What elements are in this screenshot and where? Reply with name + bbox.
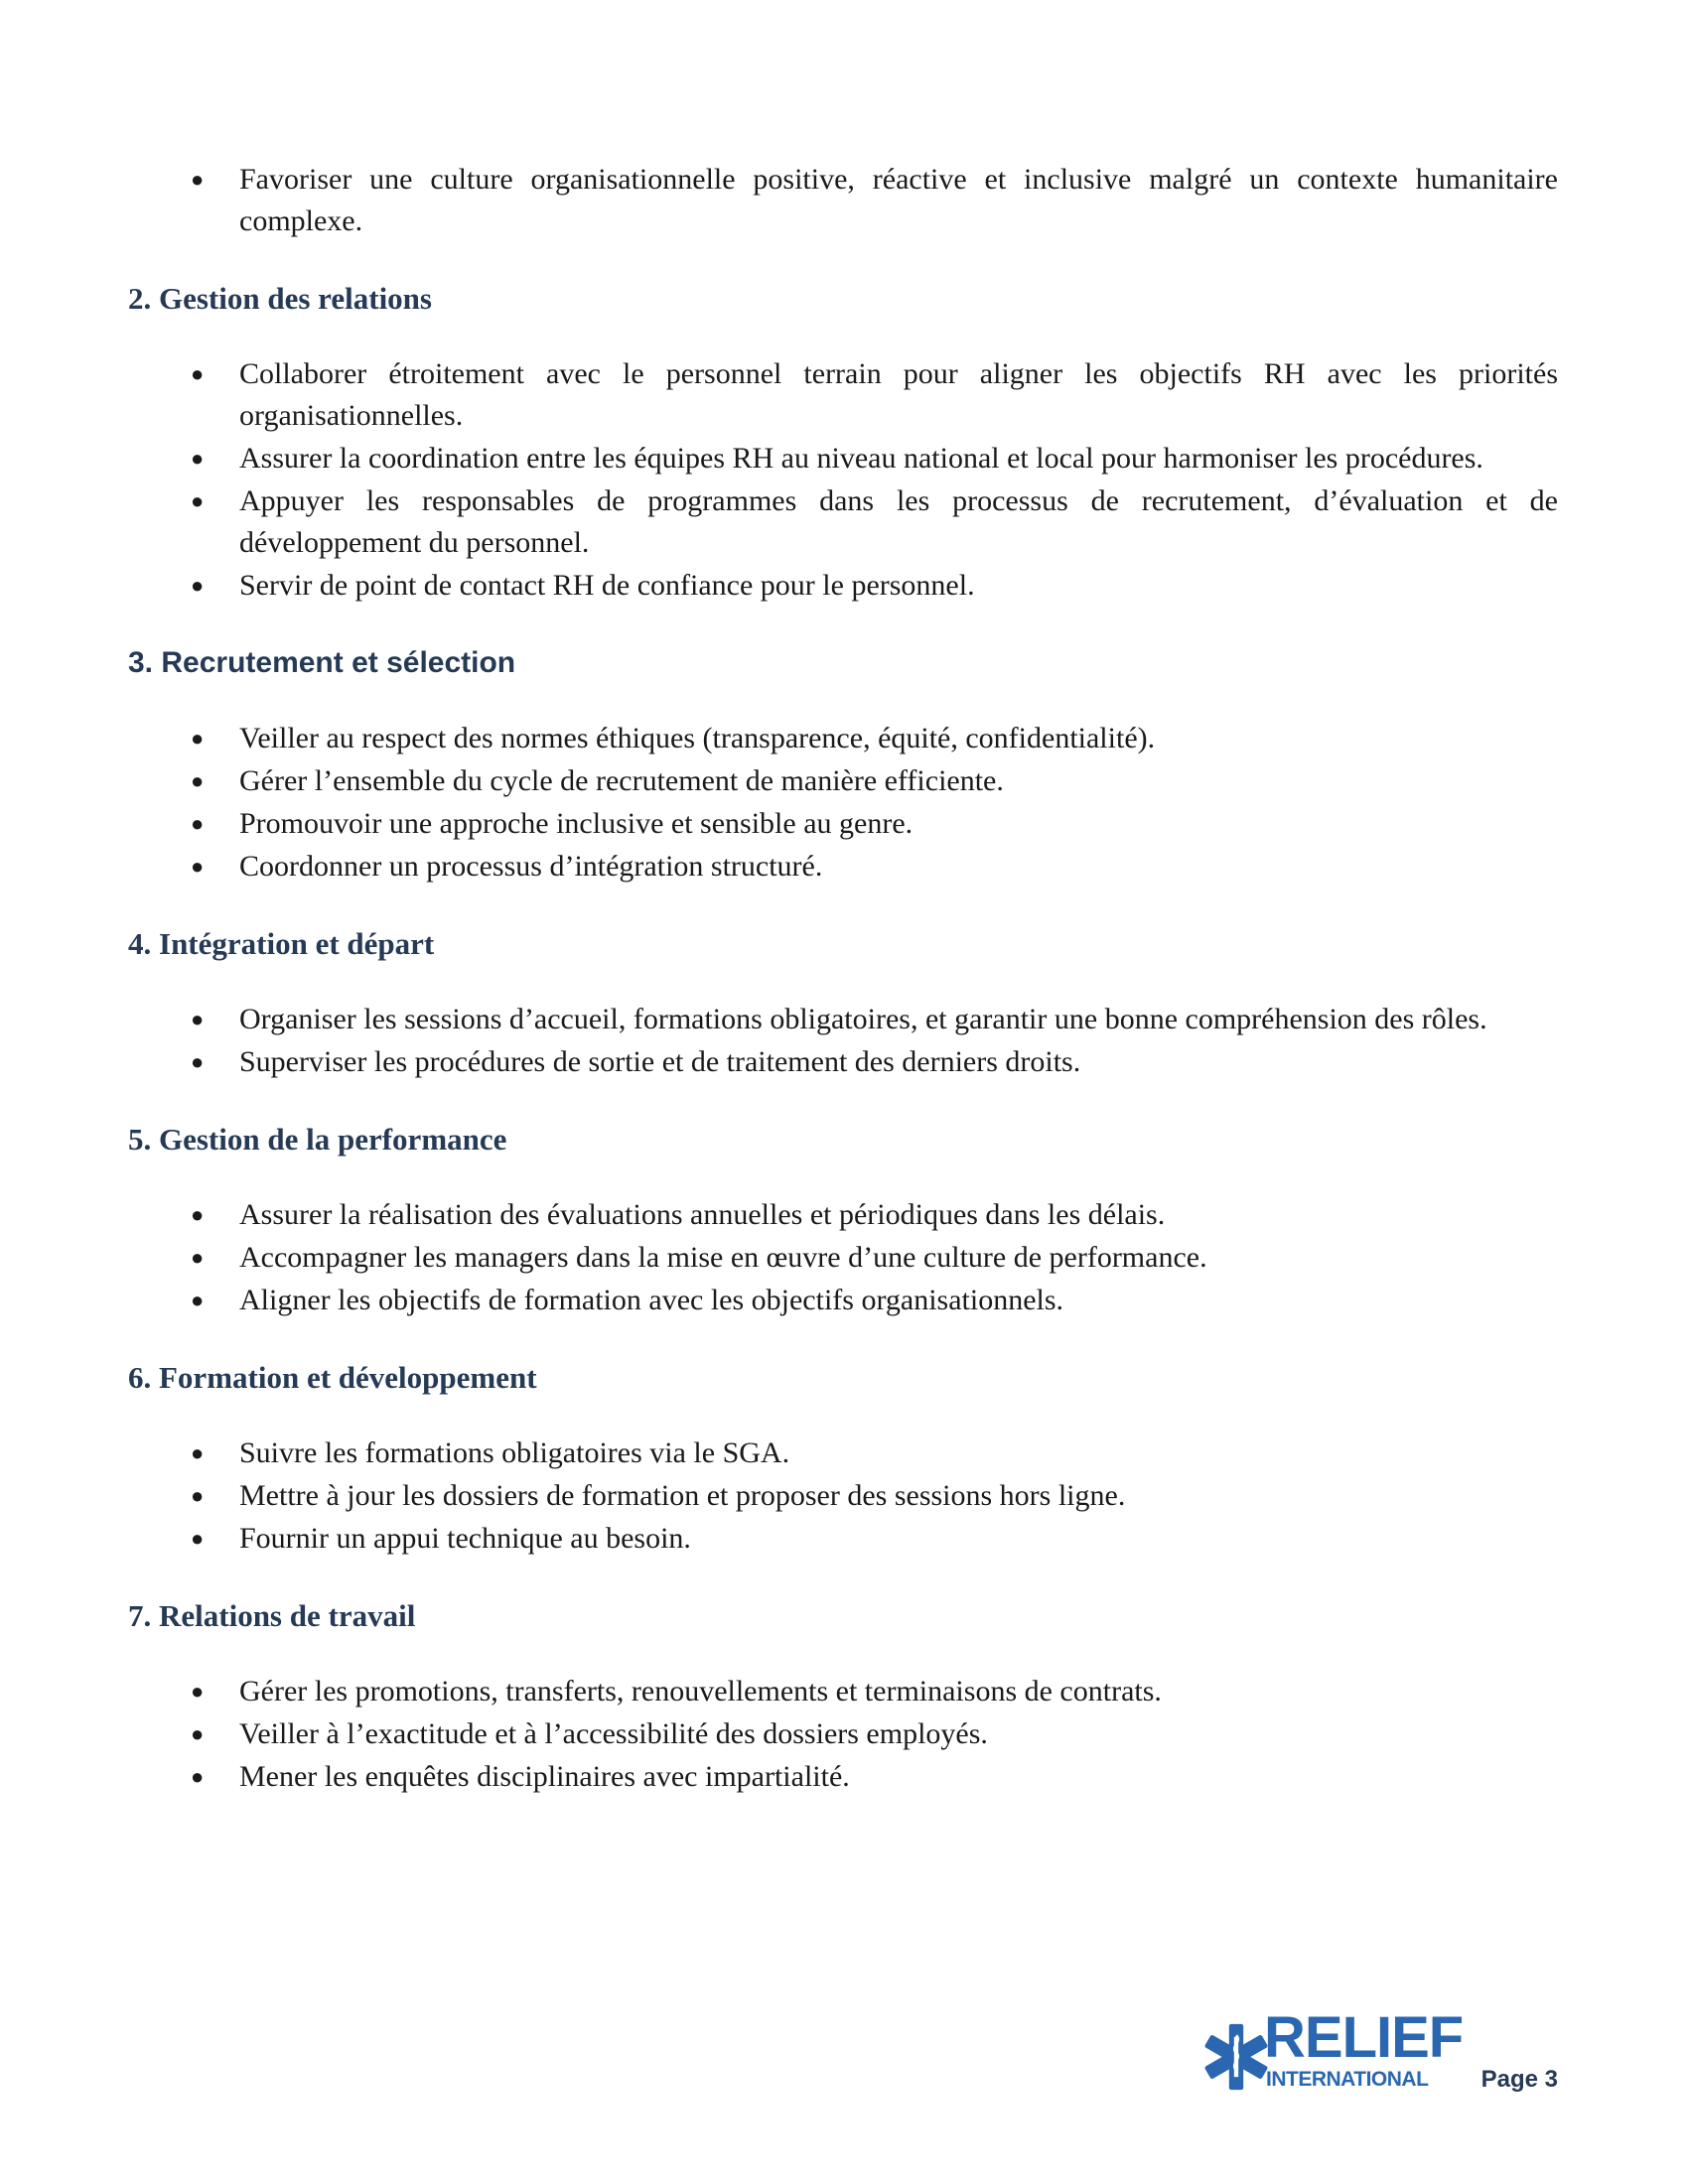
section-heading: 3. Recrutement et sélection bbox=[128, 646, 516, 679]
section-heading: 5. Gestion de la performance bbox=[128, 1122, 507, 1157]
section-gestion-des-relations bbox=[128, 278, 1558, 607]
bullet-icon: ● bbox=[191, 1202, 205, 1227]
list-item bbox=[128, 760, 1558, 802]
bullet-list bbox=[128, 999, 1558, 1083]
list-item bbox=[128, 1194, 1558, 1236]
bullet-list bbox=[128, 353, 1558, 607]
bullet-icon: ● bbox=[191, 573, 205, 598]
list-item-text: Organiser les sessions d’accueil, formations obligatoires, et garantir une bonne compréhension des rôles. bbox=[239, 1003, 1487, 1035]
list-item-text: Promouvoir une approche inclusive et sensible au genre. bbox=[239, 807, 914, 840]
bullet-icon: ● bbox=[191, 446, 205, 471]
bullet-icon: ● bbox=[191, 1245, 205, 1270]
page-number: Page 3 bbox=[1480, 2066, 1558, 2093]
logo-subwordmark: INTERNATIONAL bbox=[1266, 2068, 1429, 2091]
bullet-icon: ● bbox=[191, 1049, 205, 1074]
list-item-text: Coordonner un processus d’intégration structuré. bbox=[239, 850, 823, 883]
bullet-icon: ● bbox=[191, 361, 205, 386]
list-item bbox=[128, 999, 1558, 1040]
logo-wordmark: RELIEF bbox=[1264, 2005, 1464, 2070]
section-heading: 6. Formation et développement bbox=[128, 1360, 537, 1395]
list-item-text: Veiller au respect des normes éthiques (transparence, équité, confidentialité). bbox=[239, 722, 1156, 754]
list-item-text: Collaborer étroitement avec le personnel terrain pour aligner les objectifs RH avec les priorités organisationnelles. bbox=[239, 357, 1558, 432]
section-relations-de-travail bbox=[128, 1595, 1558, 1798]
bullet-icon: ● bbox=[191, 1721, 205, 1746]
list-item-text: Veiller à l’exactitude et à l’accessibilité des dossiers employés. bbox=[239, 1717, 988, 1750]
document-body bbox=[128, 159, 1558, 1799]
bullet-icon: ● bbox=[191, 854, 205, 879]
section-gestion-de-la-performance bbox=[128, 1119, 1558, 1321]
bullet-icon: ● bbox=[191, 1483, 205, 1508]
list-item bbox=[128, 1237, 1558, 1279]
list-item bbox=[128, 1041, 1558, 1083]
bullet-list bbox=[128, 718, 1558, 887]
bullet-icon: ● bbox=[191, 1764, 205, 1789]
list-item-text: Mener les enquêtes disciplinaires avec impartialité. bbox=[239, 1760, 850, 1793]
bullet-icon: ● bbox=[191, 726, 205, 751]
list-item-text: Suivre les formations obligatoires via le SGA. bbox=[239, 1436, 790, 1469]
bullet-icon: ● bbox=[191, 488, 205, 513]
list-item bbox=[128, 1475, 1558, 1517]
bullet-icon: ● bbox=[191, 1526, 205, 1551]
section-recrutement-et-selection bbox=[128, 642, 1558, 887]
section-heading: 7. Relations de travail bbox=[128, 1598, 416, 1633]
list-item bbox=[128, 438, 1558, 479]
list-item-text: Fournir un appui technique au besoin. bbox=[239, 1522, 691, 1555]
list-item bbox=[128, 1671, 1558, 1712]
bullet-icon: ● bbox=[191, 1007, 205, 1031]
section-integration-et-depart bbox=[128, 923, 1558, 1083]
list-item bbox=[128, 1756, 1558, 1798]
list-item-text: Assurer la réalisation des évaluations annuelles et périodiques dans les délais. bbox=[239, 1198, 1166, 1231]
list-item-text: Servir de point de contact RH de confiance pour le personnel. bbox=[239, 569, 975, 602]
list-item bbox=[128, 353, 1558, 437]
list-item bbox=[128, 1280, 1558, 1321]
bullet-icon: ● bbox=[191, 1288, 205, 1312]
bullet-list bbox=[128, 1194, 1558, 1321]
list-item bbox=[128, 846, 1558, 887]
list-item-text: Favoriser une culture organisationnelle positive, réactive et inclusive malgré un contexte humanitaire complexe. bbox=[239, 163, 1558, 237]
list-item bbox=[128, 1433, 1558, 1474]
bullet-list bbox=[128, 1671, 1558, 1798]
list-item bbox=[128, 1518, 1558, 1560]
list-item-text: Superviser les procédures de sortie et de traitement des derniers droits. bbox=[239, 1045, 1081, 1078]
bullet-icon: ● bbox=[191, 811, 205, 836]
page-footer bbox=[1200, 2005, 1558, 2099]
list-item-text: Accompagner les managers dans la mise en œuvre d’une culture de performance. bbox=[239, 1241, 1207, 1274]
bullet-list bbox=[128, 1433, 1558, 1560]
list-item bbox=[128, 159, 1558, 242]
list-item-text: Mettre à jour les dossiers de formation et proposer des sessions hors ligne. bbox=[239, 1479, 1126, 1512]
list-item-text: Gérer les promotions, transferts, renouvellements et terminaisons de contrats. bbox=[239, 1675, 1162, 1707]
list-item bbox=[128, 718, 1558, 759]
section-heading: 4. Intégration et départ bbox=[128, 926, 435, 961]
list-item-text: Aligner les objectifs de formation avec les objectifs organisationnels. bbox=[239, 1284, 1064, 1316]
list-item bbox=[128, 480, 1558, 564]
star-of-life-icon bbox=[1200, 2021, 1272, 2093]
section-formation-et-developpement bbox=[128, 1357, 1558, 1560]
list-item-text: Appuyer les responsables de programmes dans les processus de recrutement, d’évaluation et de développement du personnel. bbox=[239, 484, 1558, 559]
intro-bullet-list bbox=[128, 159, 1558, 242]
list-item bbox=[128, 565, 1558, 607]
list-item bbox=[128, 803, 1558, 845]
bullet-icon: ● bbox=[191, 167, 205, 192]
bullet-icon: ● bbox=[191, 1679, 205, 1704]
bullet-icon: ● bbox=[191, 768, 205, 793]
list-item-text: Gérer l’ensemble du cycle de recrutement de manière efficiente. bbox=[239, 764, 1004, 797]
list-item bbox=[128, 1713, 1558, 1755]
bullet-icon: ● bbox=[191, 1440, 205, 1465]
section-heading: 2. Gestion des relations bbox=[128, 281, 432, 316]
list-item-text: Assurer la coordination entre les équipes RH au niveau national et local pour harmoniser les procédures. bbox=[239, 442, 1483, 475]
